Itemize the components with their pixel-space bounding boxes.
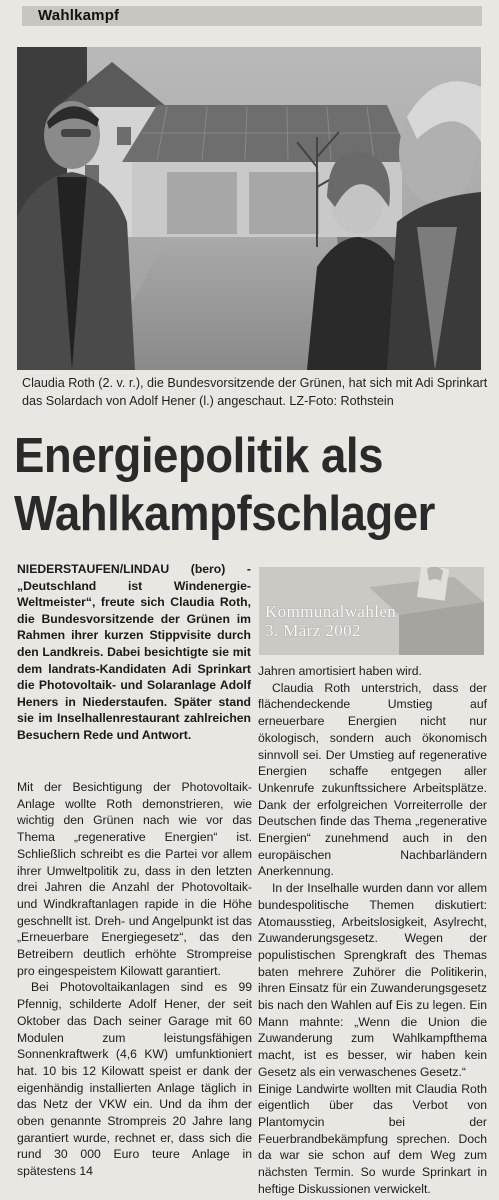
paragraph: In der Inselhalle wurden dann vor allem bundespolitische Themen diskutiert: Atomausstieg, Arbeitslosigkeit, Asylrecht, Zuwanderungsgesetz. Wegen der populistischen Sprengkraft des Themas baten mehrere Zuhörer die Politikerin, ihren Einsatz für ein Zuwanderungsgesetz bis nach den Wahlen auf Eis zu legen. Ein Mann mahnte: „Wenn die Union die Zuwanderung zum Wahlkampfthema macht, ist es besser, wir haben kein Gesetz als ein verwaschenes Gesetz.“ <box>258 881 487 1079</box>
headline-line-2: Wahlkampfschlager <box>14 487 435 541</box>
paragraph: Claudia Roth unterstrich, dass der flächendeckende Umstieg auf erneuerbare Energien nicht nur ökologisch, sondern auch ökonomisch sinnvoll sei. Der Umstieg auf regenerative Energien schaffe entgegen aller Unkenrufe zukunftssichere Arbeitsplätze. Dank der erfolgreichen Vorreiterrolle der Deutschen finde das Thema „regenerative Energien“ zunehmend auch in den europäischen Nachbarländern Anerkennung. <box>258 680 487 879</box>
paragraph: Bei Photovoltaikanlagen sind es 99 Pfennig, schilderte Adolf Hener, der seit Oktober das Dach seiner Garage mit 60 Modulen zum leistungsfähigen Sonnenkraftwerk (4,6 KW) umfunktioniert hat. 10 bis 12 Kilowatt speist er dank der eigenhändig installierten Anlage täglich in das Netz der VKW ein. Und da ihm der oben genannte Strompreis 20 Jahre lang garantiert wurde, rechnet er, dass sich die rund 30 000 Euro teure Anlage in spätestens 14 <box>17 980 252 1179</box>
lead-text: „Deutschland ist Windenergie-Weltmeister“, freute sich Claudia Roth, die Bundesvorsitzende der Grünen im Rahmen ihrer kurzen Stippvisite durch den Landkreis. Dabei besichtigte sie mit dem landrats-Kandidaten Adi Sprinkart die Photovoltaik- und Solaranlage Adolf Heners in Niederstaufen. Später stand sie im Inselhallenrestaurant zahlreichen Besuchern Rede und Antwort. <box>17 578 251 742</box>
section-label: Wahlkampf <box>38 7 120 24</box>
paragraph: Jahren amortisiert haben wird. <box>258 664 422 678</box>
article-body-left <box>17 779 252 1180</box>
photo-caption: Claudia Roth (2. v. r.), die Bundesvorsitzende der Grünen, hat sich mit Adi Sprinkart das Solardach von Adolf Hener (l.) angeschaut. LZ-Foto: Rothstein <box>22 376 488 408</box>
article-photo <box>17 47 481 370</box>
paragraph: Mit der Besichtigung der Photovoltaik-Anlage wollte Roth demonstrieren, wie wichtig den Grünen nach wie vor das Thema „regenerative Energien“ ist. Schließlich schreibt es die Partei vor allem ihrer Umweltpolitik zu, dass in den letzten drei Jahren die Anzahl der Photovoltaik- und Windkraftanlagen rapide in die Höhe geschnellt ist. Dreh- und Angelpunkt ist das „Erneuerbare Energiegesetz“, das den Betreibern deutlich erhöhte Strompreise pro eingespeistem Kilowatt garantiert. <box>17 780 252 978</box>
headline-line-1: Energiepolitik als <box>14 429 383 483</box>
election-date: 3. März 2002 <box>265 621 361 640</box>
election-title: Kommunalwahlen <box>265 602 397 621</box>
dateline: NIEDERSTAUFEN/LINDAU (bero) - <box>17 562 251 576</box>
paragraph: Einige Landwirte wollten mit Claudia Roth eigentlich über das Verbot von Plantomycin bei der Feuerbrandbekämpfung sprechen. Doch da war sie schon auf dem Weg zum nächsten Termin. So wurde Sprinkart in heftige Diskussionen verwickelt. <box>258 1081 487 1196</box>
election-info-box <box>259 567 484 655</box>
headline <box>14 427 460 543</box>
article-lead <box>17 561 251 744</box>
article-body-right <box>258 663 487 1198</box>
